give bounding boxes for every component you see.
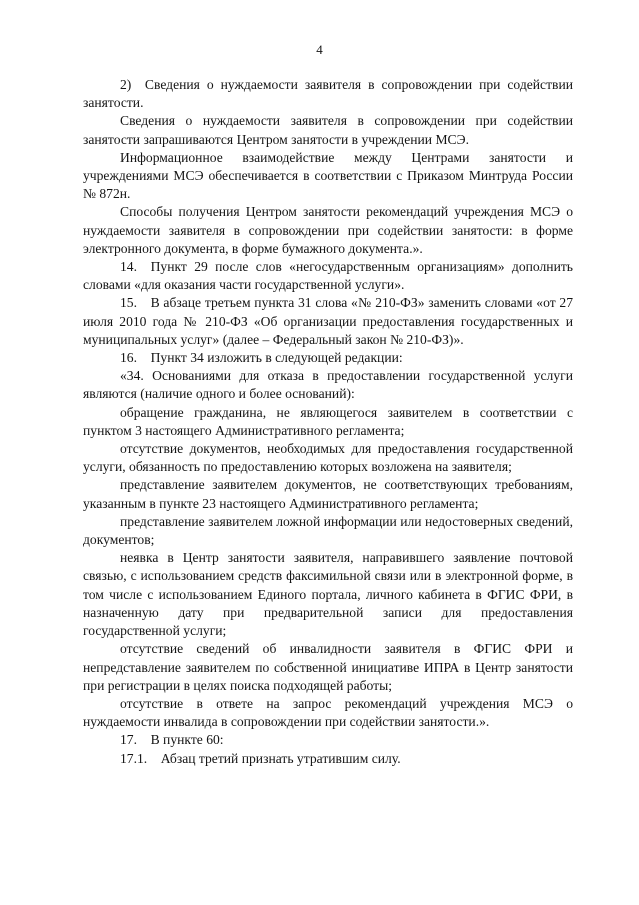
paragraph: 17. В пункте 60: <box>120 732 224 748</box>
paragraph: отсутствие документов, необходимых для предоставления государственной услуги, обязанность по предоставлению которых возложена на заявителя; <box>83 441 573 475</box>
document-body <box>83 76 573 768</box>
paragraph: неявка в Центр занятости заявителя, направившего заявление почтовой связью, с использованием средств факсимильной связи или в электронной форме, в том числе с использованием Единого портала, личного кабинета в ФГИС ФРИ, в назначенную дату при предварительной записи для предоставления государственной услуги; <box>83 550 573 639</box>
paragraph: 15. В абзаце третьем пункта 31 слова «№ 210-ФЗ» заменить словами «от 27 июля 2010 года № 210-ФЗ «Об организации предоставления государственных и муниципальных услуг» (далее – Федеральный закон № 210-ФЗ)». <box>83 295 573 347</box>
page-number: 4 <box>316 42 323 57</box>
paragraph: «34. Основаниями для отказа в предоставлении государственной услуги являются (наличие одного и более оснований): <box>83 368 573 402</box>
paragraph: 2) Сведения о нуждаемости заявителя в сопровождении при содействии занятости. <box>83 77 573 111</box>
paragraph: представление заявителем ложной информации или недостоверных сведений, документов; <box>83 513 573 548</box>
paragraph: 16. Пункт 34 изложить в следующей редакции: <box>120 350 403 366</box>
paragraph: отсутствие в ответе на запрос рекомендаций учреждения МСЭ о нуждаемости инвалида в сопровождении при содействии занятости.». <box>83 695 573 730</box>
paragraph: Информационное взаимодействие между Центрами занятости и учреждениями МСЭ обеспечивается в соответствии с Приказом Минтруда России № 872н. <box>83 149 573 202</box>
paragraph: Сведения о нуждаемости заявителя в сопровождении при содействии занятости запрашиваются Центром занятости в учреждении МСЭ. <box>83 113 573 147</box>
paragraph: Способы получения Центром занятости рекомендаций учреждения МСЭ о нуждаемости заявителя в сопровождении при содействии занятости: в форме электронного документа, в форме бумажного документа.». <box>83 204 573 256</box>
paragraph: 14. Пункт 29 после слов «негосударственным организациям» дополнить словами «для оказания части государственной услуги». <box>83 259 573 293</box>
paragraph: 17.1. Абзац третий признать утратившим силу. <box>120 750 401 766</box>
paragraph: представление заявителем документов, не соответствующих требованиям, указанным в пункте 23 настоящего Административного регламента; <box>83 477 573 511</box>
paragraph: отсутствие сведений об инвалидности заявителя в ФГИС ФРИ и непредставление заявителем по собственной инициативе ИПРА в Центр занятости при регистрации в целях поиска подходящей работы; <box>83 641 573 693</box>
paragraph: обращение гражданина, не являющегося заявителем в соответствии с пунктом 3 настоящего Административного регламента; <box>83 404 573 438</box>
